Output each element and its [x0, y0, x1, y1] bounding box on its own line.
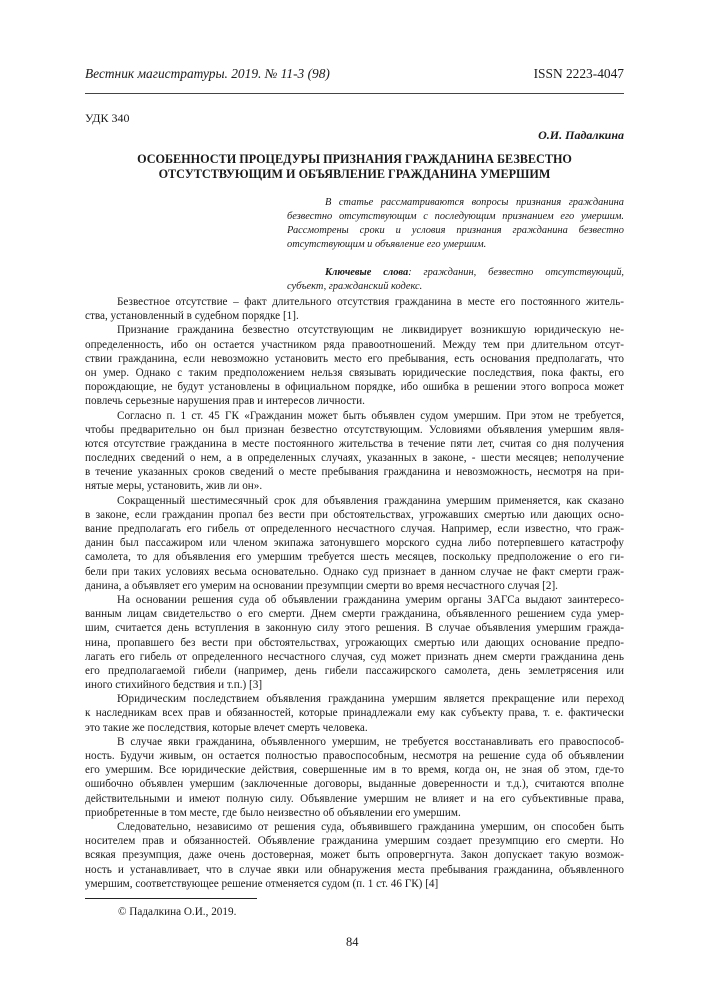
body-line: последних сведений о нем, а в определенных случаях, указанных в законе, - шести месяцев; неполучение [85, 452, 624, 465]
body-line: ность и устанавливает, что в случае явки или обнаружения места пребывания гражданина, объявленного [85, 863, 624, 876]
body-line: данин был пассажиром или членом экипажа затонувшего морского судна либо потерпевшего катастрофу [85, 537, 624, 550]
body-line: его предполагаемой гибели (например, день гибели пассажирского самолета, день землетрясения или [85, 664, 624, 677]
body-line: это такие же последствия, которые влечет смерть человека. [85, 721, 368, 734]
body-line: в течение указанных сроков сведений о месте пребывания гражданина и невозможность, несмотря на при- [85, 466, 624, 479]
body-line: На основании решения суда об объявлении гражданина умерим органы ЗАГСа выдают заинтересо- [117, 593, 624, 606]
copyright-footnote: © Падалкина О.И., 2019. [118, 906, 237, 918]
body-line: Юридическим последствием объявления гражданина умершим является прекращение или переход [117, 693, 624, 706]
udk-code: УДК 340 [85, 111, 130, 125]
body-line: данина, а объявляет его умерим на основании презумпции смерти во время несчастного случая [2]. [85, 579, 558, 592]
body-line: Безвестное отсутствие – факт длительного отсутствия гражданина в месте его постоянного житель- [117, 296, 624, 308]
body-line: нятые меры, установить, жив ли он». [85, 480, 263, 493]
body-line: действительными и имеют полную силу. Объявление умершим не влияет и на его субъективные права, [85, 792, 624, 805]
body-line: всякая презумпция, даже очень достоверная, может быть опровергнута. Закон допускает такую возмож- [85, 849, 624, 862]
body-line: лагать его гибель от определенного несчастного случая, суд может признать днем смерти гражданина день [85, 650, 624, 663]
journal-title: Вестник магистратуры. 2019. № 11-3 (98) [85, 66, 330, 81]
body-line: он умер. Однако с таким предположением нельзя связывать юридические последствия, пока факты, его [85, 366, 624, 379]
body-line: его умершим. Все юридические действия, совершенные им в то время, когда он, не зная об этом, где-то [85, 764, 624, 777]
body-line: иного стихийного бедствия и т.п.) [3] [85, 679, 263, 692]
page-number: 84 [346, 935, 359, 949]
body-line: бели при таких условиях весьма основательно. Однако суд признает в данном случае не факт смерти граж- [85, 565, 624, 578]
body-line: ошибочно объявлен умершим (заключенные договоры, выданные доверенности и т.д.), считаются вполне [85, 778, 624, 791]
body-line: Признание гражданина безвестно отсутствующим не ликвидирует возникшую юридическую не- [117, 324, 624, 337]
keywords [287, 266, 624, 294]
body-line: повлечь серьезные нарушения прав и интересов личности. [85, 395, 365, 408]
body-line: Согласно п. 1 ст. 45 ГК «Гражданин может быть объявлен судом умершим. При этом не требуется, [117, 409, 624, 422]
footnote-divider [85, 898, 257, 899]
body-line: В случае явки гражданина, объявленного умершим, не требуется восстанавливать его правоспособ- [117, 735, 624, 748]
body-line: умершим, соответствующее решение отменяется судом (п. 1 ст. 46 ГК) [4] [85, 877, 439, 890]
body-line: определенность, ибо он остается участником ряда правоотношений. Между тем при длительном отсут- [85, 338, 624, 351]
body-line: приобретенные в том месте, где было неизвестно об объявлении его умершим. [85, 806, 461, 819]
body-line: нина, пропавшего без вести при обстоятельствах, угрожающих смертью или дающих основание предпо- [85, 636, 624, 649]
header-divider [85, 93, 624, 94]
issn: ISSN 2223-4047 [533, 66, 624, 81]
body-line: чтобы предварительно он был признан безвестно отсутствующим. Условиями объявления умершим явля- [85, 423, 624, 436]
body-line: ются отсутствие гражданина в месте постоянного жительства в течение пяти лет, считая со дня получения [85, 437, 624, 450]
article-body [85, 295, 624, 891]
body-line: ствии гражданина, если невозможно установить место его пребывания, есть основания предполагать, что [85, 352, 624, 365]
abstract-text: В статье рассматриваются вопросы признания гражданина безвестно отсутствующим с последующим признанием его умершим. Рассмотрены сроки и условия признания гражданина безвестно отсутствующим и объявление его умершим. [287, 197, 624, 250]
body-line: ства, установленный в судебном порядке [1]. [85, 310, 299, 323]
body-line: к наследникам всех прав и обязанностей, которые принадлежали ему как субъекту права, т. е. фактически [85, 707, 624, 720]
body-line: самолета, то для объявления его умершим требуется шесть месяцев, поскольку предположение о его ги- [85, 551, 624, 564]
body-line: ванным лицам свидетельство о его смерти. Днем смерти гражданина, объявленного решением суда умер- [85, 608, 624, 621]
article-title: ОСОБЕННОСТИ ПРОЦЕДУРЫ ПРИЗНАНИЯ ГРАЖДАНИНА БЕЗВЕСТНО ОТСУТСТВУЮЩИМ И ОБЪЯВЛЕНИЕ ГРАЖДАНИНА УМЕРШИМ [137, 152, 572, 181]
body-line: носителем прав и обязанностей. Объявление гражданина умершим создает презумпцию его смерти. Но [85, 835, 624, 848]
body-line: шим, считается день вступления в законную силу этого решения. В случае объявления умершим гражда- [85, 622, 624, 635]
keywords-list: : гражданин, безвестно отсутствующий, субъект, гражданский кодекс. [287, 267, 624, 292]
body-line: порождающие, не будут установлены в официальном порядке, ибо ошибка в решении этого вопроса может [85, 381, 624, 394]
body-line: вание предполагать его гибель от определенного несчастного случая. Например, если известно, что граж- [85, 523, 624, 535]
body-line: Следовательно, независимо от решения суда, объявившего гражданина умершим, он способен быть [117, 820, 624, 833]
keywords-label: Ключевые слова [325, 267, 409, 278]
author: О.И. Падалкина [538, 128, 624, 142]
body-line: Сокращенный шестимесячный срок для объявления гражданина умершим применяется, как сказано [117, 494, 624, 507]
abstract [287, 196, 624, 294]
body-line: ность. Будучи живым, он остается полностью правоспособным, несмотря на решение суда об объявлении [85, 750, 624, 762]
body-line: в законе, если гражданин пропал без вести при обстоятельствах, угрожавших смертью или дающих осно- [85, 508, 624, 521]
